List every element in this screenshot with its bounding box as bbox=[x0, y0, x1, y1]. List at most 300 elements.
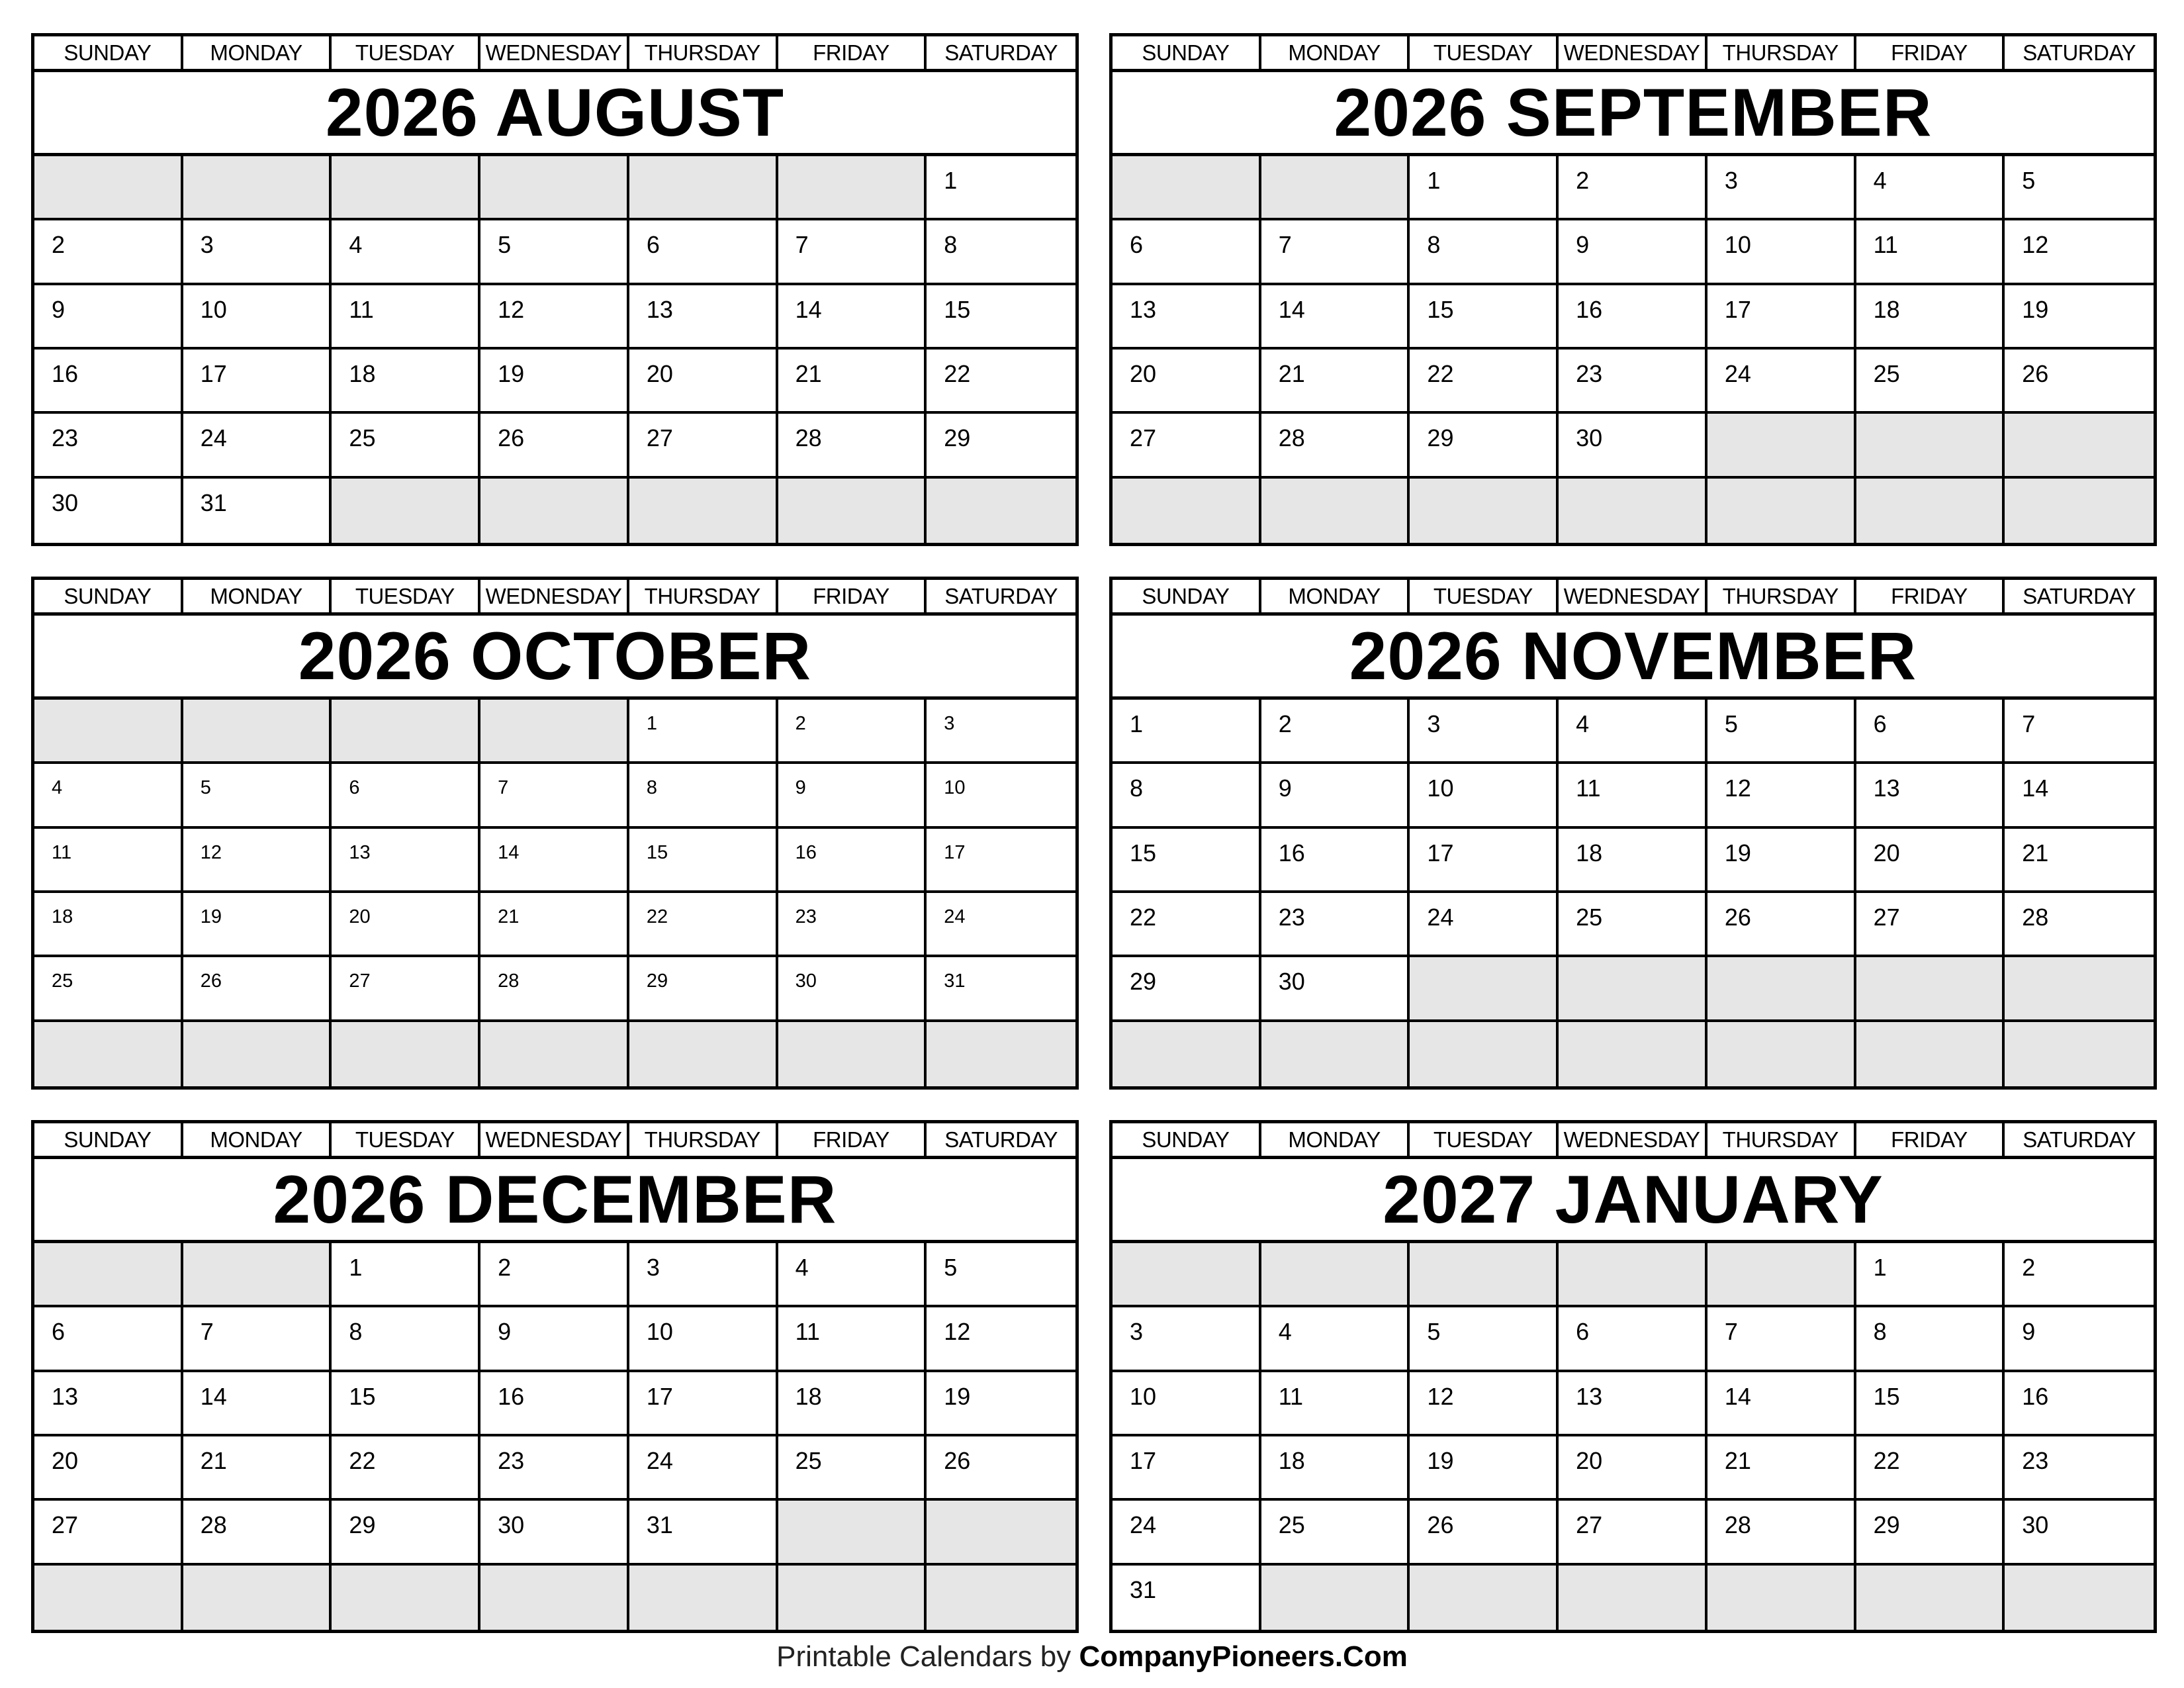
day-cell: 14 bbox=[480, 829, 629, 893]
weekday-header: WEDNESDAY bbox=[480, 36, 629, 72]
empty-day-cell bbox=[1856, 1022, 2005, 1086]
day-cell: 13 bbox=[34, 1372, 183, 1436]
month-title: 2027 JANUARY bbox=[1113, 1159, 2154, 1243]
day-cell: 28 bbox=[778, 414, 927, 478]
weekday-header: SATURDAY bbox=[927, 36, 1075, 72]
day-cell: 10 bbox=[629, 1307, 778, 1372]
empty-day-cell bbox=[480, 1022, 629, 1086]
day-cell: 24 bbox=[1410, 893, 1559, 957]
day-cell: 1 bbox=[927, 156, 1075, 220]
day-cell: 27 bbox=[1113, 414, 1261, 478]
day-cell: 26 bbox=[1707, 893, 1856, 957]
empty-day-cell bbox=[1261, 156, 1410, 220]
month-title: 2026 DECEMBER bbox=[34, 1159, 1075, 1243]
empty-day-cell bbox=[332, 1022, 480, 1086]
day-cell: 17 bbox=[1410, 829, 1559, 893]
day-cell: 7 bbox=[2005, 700, 2154, 764]
weekday-header: FRIDAY bbox=[778, 580, 927, 616]
day-cell: 30 bbox=[1559, 414, 1707, 478]
day-cell: 16 bbox=[2005, 1372, 2154, 1436]
empty-day-cell bbox=[2005, 479, 2154, 543]
empty-day-cell bbox=[480, 479, 629, 543]
weekday-header: WEDNESDAY bbox=[480, 1123, 629, 1159]
day-cell: 20 bbox=[1856, 829, 2005, 893]
day-cell: 25 bbox=[1559, 893, 1707, 957]
day-cell: 29 bbox=[927, 414, 1075, 478]
empty-day-cell bbox=[1856, 957, 2005, 1021]
empty-day-cell bbox=[34, 700, 183, 764]
weekday-header: MONDAY bbox=[183, 36, 332, 72]
empty-day-cell bbox=[1410, 1566, 1559, 1630]
day-cell: 12 bbox=[1707, 764, 1856, 828]
day-cell: 15 bbox=[1410, 285, 1559, 350]
day-cell: 18 bbox=[34, 893, 183, 957]
empty-day-cell bbox=[778, 1022, 927, 1086]
day-cell: 6 bbox=[1113, 220, 1261, 285]
weekday-header: TUESDAY bbox=[1410, 580, 1559, 616]
empty-day-cell bbox=[2005, 1566, 2154, 1630]
day-cell: 2 bbox=[34, 220, 183, 285]
day-cell: 26 bbox=[927, 1436, 1075, 1501]
day-cell: 21 bbox=[2005, 829, 2154, 893]
weekday-header: THURSDAY bbox=[1707, 1123, 1856, 1159]
weekday-header: WEDNESDAY bbox=[1559, 1123, 1707, 1159]
weekday-header: FRIDAY bbox=[1856, 36, 2005, 72]
day-cell: 18 bbox=[1856, 285, 2005, 350]
day-cell: 21 bbox=[480, 893, 629, 957]
day-cell: 13 bbox=[1559, 1372, 1707, 1436]
weekday-header: TUESDAY bbox=[332, 580, 480, 616]
weekday-header: SATURDAY bbox=[927, 1123, 1075, 1159]
weekday-header: THURSDAY bbox=[1707, 580, 1856, 616]
day-cell: 8 bbox=[927, 220, 1075, 285]
day-cell: 6 bbox=[1856, 700, 2005, 764]
day-cell: 3 bbox=[629, 1243, 778, 1307]
empty-day-cell bbox=[1410, 1243, 1559, 1307]
weekday-header: MONDAY bbox=[183, 1123, 332, 1159]
weekday-header: SATURDAY bbox=[2005, 580, 2154, 616]
day-cell: 27 bbox=[34, 1501, 183, 1565]
weekday-header: TUESDAY bbox=[1410, 1123, 1559, 1159]
day-cell: 22 bbox=[1856, 1436, 2005, 1501]
weekday-header: MONDAY bbox=[1261, 580, 1410, 616]
day-cell: 6 bbox=[332, 764, 480, 828]
empty-day-cell bbox=[629, 156, 778, 220]
day-cell: 23 bbox=[778, 893, 927, 957]
footer-credit bbox=[0, 1640, 2184, 1673]
day-cell: 15 bbox=[629, 829, 778, 893]
weekday-header: WEDNESDAY bbox=[1559, 580, 1707, 616]
day-cell: 3 bbox=[1707, 156, 1856, 220]
day-cell: 4 bbox=[1559, 700, 1707, 764]
empty-day-cell bbox=[332, 700, 480, 764]
weekday-header: THURSDAY bbox=[629, 1123, 778, 1159]
day-cell: 3 bbox=[1410, 700, 1559, 764]
day-cell: 22 bbox=[332, 1436, 480, 1501]
weekday-header: SUNDAY bbox=[34, 580, 183, 616]
month-calendar bbox=[31, 577, 1079, 1090]
day-cell: 15 bbox=[332, 1372, 480, 1436]
day-cell: 23 bbox=[34, 414, 183, 478]
day-cell: 4 bbox=[778, 1243, 927, 1307]
empty-day-cell bbox=[1856, 479, 2005, 543]
day-cell: 10 bbox=[1707, 220, 1856, 285]
footer-brand: CompanyPioneers.Com bbox=[1079, 1640, 1408, 1673]
empty-day-cell bbox=[778, 1501, 927, 1565]
day-cell: 13 bbox=[1856, 764, 2005, 828]
weekday-header: SATURDAY bbox=[927, 580, 1075, 616]
empty-day-cell bbox=[1707, 957, 1856, 1021]
day-cell: 17 bbox=[629, 1372, 778, 1436]
empty-day-cell bbox=[927, 1566, 1075, 1630]
day-cell: 2 bbox=[778, 700, 927, 764]
day-cell: 29 bbox=[1856, 1501, 2005, 1565]
weekday-header: FRIDAY bbox=[1856, 580, 2005, 616]
day-cell: 1 bbox=[1410, 156, 1559, 220]
footer-prefix: Printable Calendars by bbox=[776, 1640, 1079, 1673]
weekday-header: THURSDAY bbox=[629, 580, 778, 616]
weekday-header: TUESDAY bbox=[332, 36, 480, 72]
day-cell: 18 bbox=[1559, 829, 1707, 893]
day-cell: 9 bbox=[480, 1307, 629, 1372]
day-cell: 14 bbox=[183, 1372, 332, 1436]
month-calendar bbox=[1109, 577, 2157, 1090]
weekday-header: MONDAY bbox=[1261, 1123, 1410, 1159]
weekday-header: SATURDAY bbox=[2005, 36, 2154, 72]
day-cell: 16 bbox=[1559, 285, 1707, 350]
day-cell: 1 bbox=[1113, 700, 1261, 764]
day-cell: 1 bbox=[332, 1243, 480, 1307]
day-cell: 5 bbox=[183, 764, 332, 828]
day-cell: 31 bbox=[629, 1501, 778, 1565]
empty-day-cell bbox=[1261, 479, 1410, 543]
empty-day-cell bbox=[34, 1022, 183, 1086]
day-cell: 14 bbox=[2005, 764, 2154, 828]
day-cell: 22 bbox=[927, 350, 1075, 414]
empty-day-cell bbox=[2005, 957, 2154, 1021]
day-cell: 6 bbox=[1559, 1307, 1707, 1372]
day-cell: 20 bbox=[1559, 1436, 1707, 1501]
day-cell: 9 bbox=[1559, 220, 1707, 285]
month-calendar bbox=[1109, 33, 2157, 546]
day-cell: 12 bbox=[927, 1307, 1075, 1372]
day-cell: 31 bbox=[1113, 1566, 1261, 1630]
empty-day-cell bbox=[183, 156, 332, 220]
day-cell: 27 bbox=[629, 414, 778, 478]
day-cell: 16 bbox=[480, 1372, 629, 1436]
day-cell: 9 bbox=[2005, 1307, 2154, 1372]
month-calendar bbox=[1109, 1120, 2157, 1633]
day-cell: 13 bbox=[1113, 285, 1261, 350]
day-cell: 20 bbox=[34, 1436, 183, 1501]
day-cell: 26 bbox=[2005, 350, 2154, 414]
month-title: 2026 NOVEMBER bbox=[1113, 616, 2154, 700]
empty-day-cell bbox=[778, 479, 927, 543]
day-cell: 13 bbox=[629, 285, 778, 350]
day-cell: 27 bbox=[1856, 893, 2005, 957]
month-calendar bbox=[31, 33, 1079, 546]
day-cell: 18 bbox=[778, 1372, 927, 1436]
day-cell: 20 bbox=[332, 893, 480, 957]
day-cell: 13 bbox=[332, 829, 480, 893]
day-cell: 24 bbox=[927, 893, 1075, 957]
day-cell: 8 bbox=[1410, 220, 1559, 285]
day-cell: 10 bbox=[927, 764, 1075, 828]
empty-day-cell bbox=[1559, 479, 1707, 543]
empty-day-cell bbox=[629, 479, 778, 543]
day-cell: 3 bbox=[927, 700, 1075, 764]
weekday-header: FRIDAY bbox=[778, 36, 927, 72]
day-cell: 30 bbox=[34, 479, 183, 543]
day-cell: 28 bbox=[183, 1501, 332, 1565]
day-cell: 19 bbox=[1707, 829, 1856, 893]
empty-day-cell bbox=[1113, 156, 1261, 220]
day-cell: 31 bbox=[927, 957, 1075, 1021]
day-cell: 2 bbox=[1559, 156, 1707, 220]
empty-day-cell bbox=[332, 156, 480, 220]
weekday-header: MONDAY bbox=[1261, 36, 1410, 72]
day-cell: 11 bbox=[34, 829, 183, 893]
day-cell: 1 bbox=[1856, 1243, 2005, 1307]
day-cell: 20 bbox=[1113, 350, 1261, 414]
day-cell: 15 bbox=[1113, 829, 1261, 893]
empty-day-cell bbox=[34, 1566, 183, 1630]
empty-day-cell bbox=[629, 1566, 778, 1630]
empty-day-cell bbox=[332, 479, 480, 543]
empty-day-cell bbox=[183, 1566, 332, 1630]
day-cell: 17 bbox=[1707, 285, 1856, 350]
day-cell: 28 bbox=[480, 957, 629, 1021]
day-cell: 28 bbox=[1707, 1501, 1856, 1565]
empty-day-cell bbox=[1559, 1243, 1707, 1307]
weekday-header: SUNDAY bbox=[1113, 1123, 1261, 1159]
empty-day-cell bbox=[183, 1243, 332, 1307]
empty-day-cell bbox=[1410, 479, 1559, 543]
day-cell: 23 bbox=[480, 1436, 629, 1501]
day-cell: 18 bbox=[332, 350, 480, 414]
day-cell: 25 bbox=[1856, 350, 2005, 414]
empty-day-cell bbox=[1707, 1022, 1856, 1086]
day-cell: 31 bbox=[183, 479, 332, 543]
day-cell: 28 bbox=[2005, 893, 2154, 957]
weekday-header: WEDNESDAY bbox=[1559, 36, 1707, 72]
weekday-header: MONDAY bbox=[183, 580, 332, 616]
day-cell: 6 bbox=[629, 220, 778, 285]
empty-day-cell bbox=[1559, 957, 1707, 1021]
weekday-header: SUNDAY bbox=[1113, 36, 1261, 72]
empty-day-cell bbox=[1559, 1022, 1707, 1086]
weekday-header: SUNDAY bbox=[34, 36, 183, 72]
day-cell: 12 bbox=[183, 829, 332, 893]
day-cell: 12 bbox=[480, 285, 629, 350]
empty-day-cell bbox=[629, 1022, 778, 1086]
day-cell: 15 bbox=[1856, 1372, 2005, 1436]
day-cell: 26 bbox=[183, 957, 332, 1021]
day-cell: 16 bbox=[778, 829, 927, 893]
empty-day-cell bbox=[927, 1501, 1075, 1565]
empty-day-cell bbox=[1410, 957, 1559, 1021]
month-title: 2026 SEPTEMBER bbox=[1113, 72, 2154, 156]
day-cell: 24 bbox=[1707, 350, 1856, 414]
day-cell: 7 bbox=[1707, 1307, 1856, 1372]
empty-day-cell bbox=[480, 1566, 629, 1630]
empty-day-cell bbox=[1410, 1022, 1559, 1086]
day-cell: 11 bbox=[332, 285, 480, 350]
day-cell: 3 bbox=[1113, 1307, 1261, 1372]
day-cell: 14 bbox=[1707, 1372, 1856, 1436]
month-title: 2026 OCTOBER bbox=[34, 616, 1075, 700]
day-cell: 5 bbox=[480, 220, 629, 285]
day-cell: 30 bbox=[2005, 1501, 2154, 1565]
day-cell: 7 bbox=[1261, 220, 1410, 285]
weekday-header: SUNDAY bbox=[1113, 580, 1261, 616]
day-cell: 25 bbox=[34, 957, 183, 1021]
empty-day-cell bbox=[1261, 1243, 1410, 1307]
empty-day-cell bbox=[1559, 1566, 1707, 1630]
day-cell: 16 bbox=[34, 350, 183, 414]
day-cell: 29 bbox=[1113, 957, 1261, 1021]
weekday-header: THURSDAY bbox=[629, 36, 778, 72]
empty-day-cell bbox=[1261, 1022, 1410, 1086]
day-cell: 30 bbox=[778, 957, 927, 1021]
empty-day-cell bbox=[1856, 1566, 2005, 1630]
day-cell: 6 bbox=[34, 1307, 183, 1372]
day-cell: 8 bbox=[332, 1307, 480, 1372]
weekday-header: WEDNESDAY bbox=[480, 580, 629, 616]
empty-day-cell bbox=[1707, 414, 1856, 478]
day-cell: 19 bbox=[2005, 285, 2154, 350]
empty-day-cell bbox=[927, 479, 1075, 543]
day-cell: 1 bbox=[629, 700, 778, 764]
day-cell: 29 bbox=[629, 957, 778, 1021]
empty-day-cell bbox=[34, 1243, 183, 1307]
day-cell: 14 bbox=[1261, 285, 1410, 350]
day-cell: 21 bbox=[1261, 350, 1410, 414]
weekday-header: FRIDAY bbox=[1856, 1123, 2005, 1159]
day-cell: 11 bbox=[1856, 220, 2005, 285]
day-cell: 2 bbox=[1261, 700, 1410, 764]
day-cell: 21 bbox=[1707, 1436, 1856, 1501]
day-cell: 5 bbox=[927, 1243, 1075, 1307]
empty-day-cell bbox=[332, 1566, 480, 1630]
day-cell: 23 bbox=[1559, 350, 1707, 414]
weekday-header: SUNDAY bbox=[34, 1123, 183, 1159]
day-cell: 24 bbox=[183, 414, 332, 478]
empty-day-cell bbox=[1707, 479, 1856, 543]
day-cell: 5 bbox=[1707, 700, 1856, 764]
day-cell: 19 bbox=[480, 350, 629, 414]
day-cell: 23 bbox=[2005, 1436, 2154, 1501]
weekday-header: SATURDAY bbox=[2005, 1123, 2154, 1159]
day-cell: 7 bbox=[480, 764, 629, 828]
day-cell: 4 bbox=[1856, 156, 2005, 220]
empty-day-cell bbox=[2005, 414, 2154, 478]
weekday-header: FRIDAY bbox=[778, 1123, 927, 1159]
empty-day-cell bbox=[34, 156, 183, 220]
weekday-header: THURSDAY bbox=[1707, 36, 1856, 72]
day-cell: 4 bbox=[332, 220, 480, 285]
day-cell: 22 bbox=[1410, 350, 1559, 414]
day-cell: 26 bbox=[480, 414, 629, 478]
day-cell: 9 bbox=[34, 285, 183, 350]
day-cell: 18 bbox=[1261, 1436, 1410, 1501]
empty-day-cell bbox=[480, 700, 629, 764]
day-cell: 25 bbox=[1261, 1501, 1410, 1565]
day-cell: 28 bbox=[1261, 414, 1410, 478]
day-cell: 8 bbox=[629, 764, 778, 828]
day-cell: 5 bbox=[2005, 156, 2154, 220]
day-cell: 8 bbox=[1113, 764, 1261, 828]
empty-day-cell bbox=[1707, 1243, 1856, 1307]
empty-day-cell bbox=[778, 1566, 927, 1630]
day-cell: 17 bbox=[1113, 1436, 1261, 1501]
day-cell: 12 bbox=[1410, 1372, 1559, 1436]
day-cell: 2 bbox=[2005, 1243, 2154, 1307]
day-cell: 29 bbox=[332, 1501, 480, 1565]
day-cell: 2 bbox=[480, 1243, 629, 1307]
day-cell: 26 bbox=[1410, 1501, 1559, 1565]
day-cell: 17 bbox=[927, 829, 1075, 893]
day-cell: 20 bbox=[629, 350, 778, 414]
day-cell: 15 bbox=[927, 285, 1075, 350]
day-cell: 17 bbox=[183, 350, 332, 414]
day-cell: 10 bbox=[1410, 764, 1559, 828]
day-cell: 8 bbox=[1856, 1307, 2005, 1372]
day-cell: 27 bbox=[1559, 1501, 1707, 1565]
empty-day-cell bbox=[480, 156, 629, 220]
day-cell: 30 bbox=[480, 1501, 629, 1565]
weekday-header: TUESDAY bbox=[332, 1123, 480, 1159]
empty-day-cell bbox=[778, 156, 927, 220]
day-cell: 11 bbox=[1559, 764, 1707, 828]
weekday-header: TUESDAY bbox=[1410, 36, 1559, 72]
day-cell: 22 bbox=[1113, 893, 1261, 957]
day-cell: 25 bbox=[778, 1436, 927, 1501]
day-cell: 23 bbox=[1261, 893, 1410, 957]
day-cell: 19 bbox=[183, 893, 332, 957]
day-cell: 27 bbox=[332, 957, 480, 1021]
empty-day-cell bbox=[1113, 1243, 1261, 1307]
day-cell: 19 bbox=[1410, 1436, 1559, 1501]
empty-day-cell bbox=[1113, 479, 1261, 543]
day-cell: 7 bbox=[778, 220, 927, 285]
empty-day-cell bbox=[183, 700, 332, 764]
day-cell: 5 bbox=[1410, 1307, 1559, 1372]
day-cell: 22 bbox=[629, 893, 778, 957]
month-calendar bbox=[31, 1120, 1079, 1633]
day-cell: 24 bbox=[629, 1436, 778, 1501]
month-title: 2026 AUGUST bbox=[34, 72, 1075, 156]
day-cell: 16 bbox=[1261, 829, 1410, 893]
day-cell: 12 bbox=[2005, 220, 2154, 285]
empty-day-cell bbox=[1113, 1022, 1261, 1086]
day-cell: 30 bbox=[1261, 957, 1410, 1021]
day-cell: 9 bbox=[1261, 764, 1410, 828]
empty-day-cell bbox=[1856, 414, 2005, 478]
day-cell: 21 bbox=[778, 350, 927, 414]
day-cell: 4 bbox=[34, 764, 183, 828]
day-cell: 14 bbox=[778, 285, 927, 350]
day-cell: 11 bbox=[1261, 1372, 1410, 1436]
day-cell: 3 bbox=[183, 220, 332, 285]
empty-day-cell bbox=[927, 1022, 1075, 1086]
day-cell: 24 bbox=[1113, 1501, 1261, 1565]
empty-day-cell bbox=[183, 1022, 332, 1086]
day-cell: 25 bbox=[332, 414, 480, 478]
day-cell: 9 bbox=[778, 764, 927, 828]
empty-day-cell bbox=[2005, 1022, 2154, 1086]
day-cell: 10 bbox=[1113, 1372, 1261, 1436]
